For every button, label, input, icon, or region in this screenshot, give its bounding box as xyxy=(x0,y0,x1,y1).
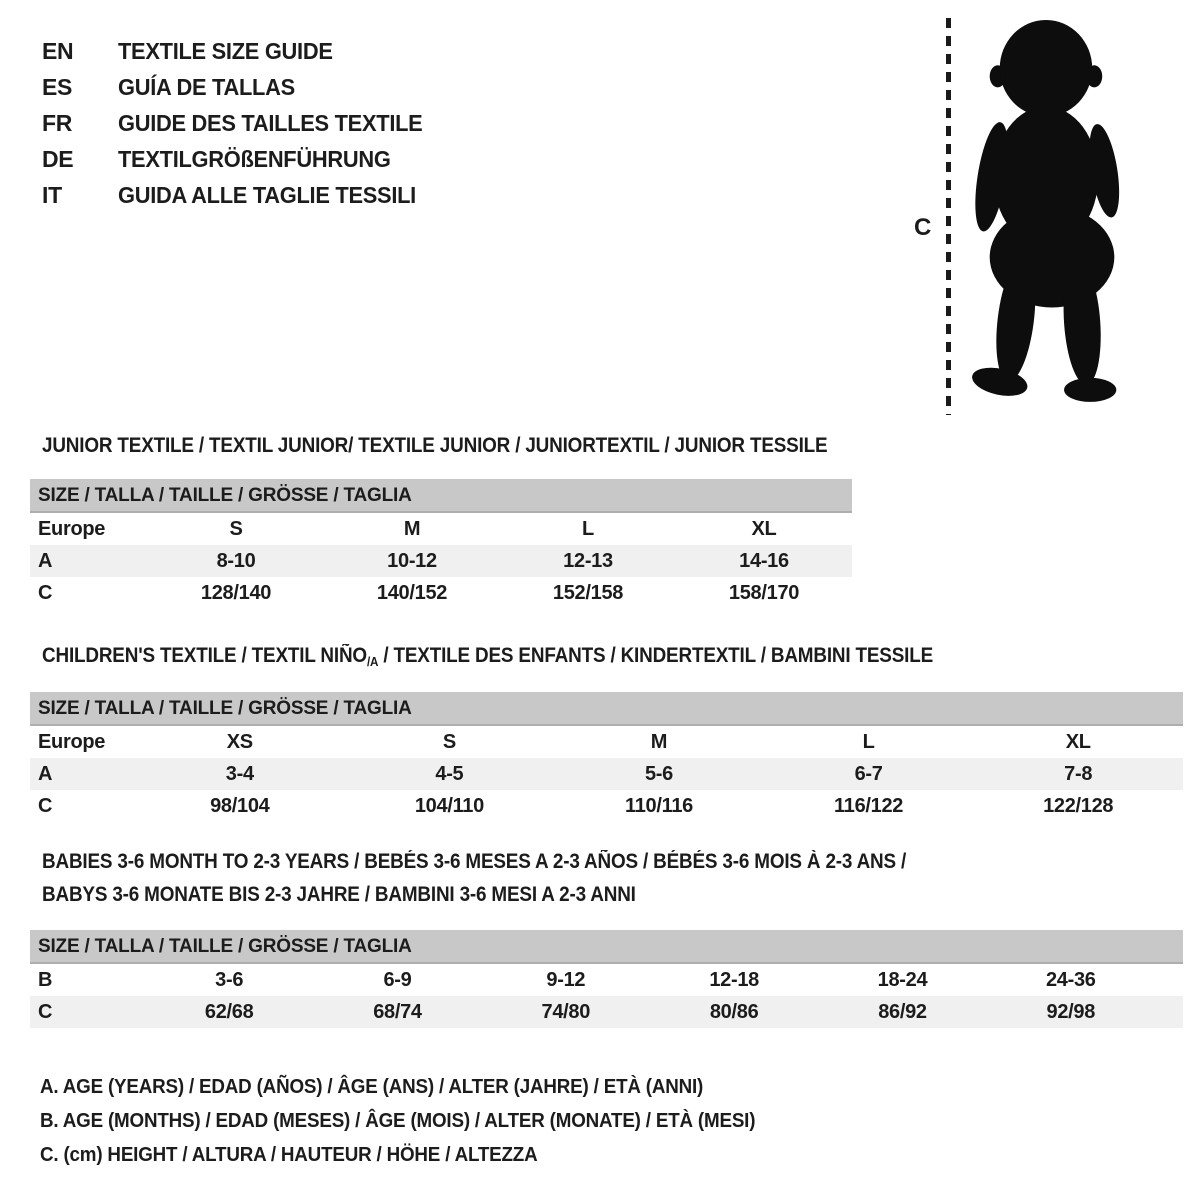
guide-title-es: GUÍA DE TALLAS xyxy=(118,73,295,100)
row-label: Europe xyxy=(38,517,106,540)
age-cell: 4-5 xyxy=(435,762,464,785)
height-cell: 104/110 xyxy=(414,794,484,817)
height-cell: 122/128 xyxy=(1043,794,1114,817)
row-label: C xyxy=(38,581,53,604)
children-heading-prefix: CHILDREN'S TEXTILE / TEXTIL NIÑO xyxy=(42,644,367,667)
language-code: ES xyxy=(42,73,73,100)
guide-title-de: TEXTILGRÖßENFÜHRUNG xyxy=(118,145,391,172)
age-cell: 12-13 xyxy=(563,549,613,572)
age-cell: 3-4 xyxy=(225,762,254,785)
age-cell: 10-12 xyxy=(387,549,437,572)
table-row xyxy=(30,513,852,545)
row-label: C xyxy=(38,1000,53,1023)
language-code: DE xyxy=(42,145,74,172)
size-cell: XL xyxy=(751,517,777,540)
age-cell: 7-8 xyxy=(1064,762,1093,785)
age-cell: 14-16 xyxy=(739,549,789,572)
age-cell: 6-7 xyxy=(854,762,883,785)
children-section-heading xyxy=(42,644,933,669)
table-row xyxy=(30,758,1183,790)
table-row xyxy=(30,577,852,609)
age-cell: 5-6 xyxy=(644,762,673,785)
junior-size-header-bar: SIZE / TALLA / TAILLE / GRÖSSE / TAGLIA xyxy=(30,479,852,513)
row-label: B xyxy=(38,968,53,991)
children-heading-suffix: / TEXTILE DES ENFANTS / KINDERTEXTIL / BAMBINI TESSILE xyxy=(378,644,934,667)
height-cell: 98/104 xyxy=(210,794,270,817)
toddler-silhouette-icon xyxy=(965,18,1137,418)
height-cell: 86/92 xyxy=(878,1000,927,1023)
size-cell: S xyxy=(229,517,243,540)
age-cell: 3-6 xyxy=(215,968,244,991)
size-cell: XS xyxy=(226,730,253,753)
legend-line-c: C. (cm) HEIGHT / ALTURA / HAUTEUR / HÖHE / ALTEZZA xyxy=(40,1144,538,1166)
babies-section-heading-line2: BABYS 3-6 MONATE BIS 2-3 JAHRE / BAMBINI 3-6 MESI A 2-3 ANNI xyxy=(42,883,636,906)
size-cell: M xyxy=(403,517,421,540)
height-cell: 158/170 xyxy=(728,581,800,604)
height-cell: 80/86 xyxy=(709,1000,759,1023)
children-size-header-bar: SIZE / TALLA / TAILLE / GRÖSSE / TAGLIA xyxy=(30,692,1183,726)
height-cell: 68/74 xyxy=(373,1000,422,1023)
age-cell: 12-18 xyxy=(709,968,759,991)
size-cell: M xyxy=(650,730,668,753)
language-code: FR xyxy=(42,109,73,136)
language-row-it xyxy=(42,177,439,213)
age-cell: 24-36 xyxy=(1045,968,1096,991)
height-cell: 128/140 xyxy=(200,581,272,604)
size-cell: S xyxy=(442,730,456,753)
size-cell: L xyxy=(862,730,875,753)
language-code: IT xyxy=(42,181,62,208)
language-row-es xyxy=(42,69,439,105)
legend-line-b: B. AGE (MONTHS) / EDAD (MESES) / ÂGE (MOIS) / ALTER (MONATE) / ETÀ (MESI) xyxy=(40,1110,756,1132)
height-cell: 110/116 xyxy=(624,794,693,817)
age-cell: 9-12 xyxy=(546,968,586,991)
row-label: C xyxy=(38,794,53,817)
age-cell: 6-9 xyxy=(383,968,412,991)
row-label: A xyxy=(38,762,53,785)
legend-line-a: A. AGE (YEARS) / EDAD (AÑOS) / ÂGE (ANS) / ALTER (JAHRE) / ETÀ (ANNI) xyxy=(40,1076,704,1098)
age-cell: 8-10 xyxy=(216,549,256,572)
height-cell: 92/98 xyxy=(1046,1000,1096,1023)
junior-size-table xyxy=(30,479,852,609)
language-row-de xyxy=(42,141,439,177)
babies-size-header-bar: SIZE / TALLA / TAILLE / GRÖSSE / TAGLIA xyxy=(30,930,1183,964)
junior-section-heading: JUNIOR TEXTILE / TEXTIL JUNIOR/ TEXTILE JUNIOR / JUNIORTEXTIL / JUNIOR TESSILE xyxy=(42,434,828,457)
height-cell: 62/68 xyxy=(204,1000,254,1023)
row-label: A xyxy=(38,549,53,572)
table-row xyxy=(30,964,1183,996)
table-row xyxy=(30,996,1183,1028)
measurement-legend xyxy=(40,1070,801,1172)
guide-title-fr: GUIDE DES TAILLES TEXTILE xyxy=(118,109,423,136)
height-measure-label: C xyxy=(914,214,932,241)
height-cell: 152/158 xyxy=(552,581,624,604)
table-row xyxy=(30,726,1183,758)
children-heading-subscript: /A xyxy=(366,654,379,669)
language-row-en xyxy=(42,33,439,69)
row-label: Europe xyxy=(38,730,106,753)
guide-title-it: GUIDA ALLE TAGLIE TESSILI xyxy=(118,181,416,208)
size-cell: XL xyxy=(1065,730,1091,753)
table-row xyxy=(30,545,852,577)
table-row xyxy=(30,790,1183,822)
children-size-table xyxy=(30,692,1183,822)
language-row-fr xyxy=(42,105,439,141)
babies-size-table xyxy=(30,930,1183,1028)
guide-title-en: TEXTILE SIZE GUIDE xyxy=(118,37,333,64)
height-cell: 140/152 xyxy=(376,581,448,604)
height-measure-dashed-line xyxy=(946,18,951,415)
height-cell: 116/122 xyxy=(834,794,904,817)
language-title-list xyxy=(42,33,439,213)
age-cell: 18-24 xyxy=(877,968,928,991)
height-cell: 74/80 xyxy=(541,1000,591,1023)
babies-section-heading-line1: BABIES 3-6 MONTH TO 2-3 YEARS / BEBÉS 3-6 MESES A 2-3 AÑOS / BÉBÉS 3-6 MOIS À 2-3 ANS / xyxy=(42,850,907,873)
size-cell: L xyxy=(582,517,594,540)
language-code: EN xyxy=(42,37,74,64)
